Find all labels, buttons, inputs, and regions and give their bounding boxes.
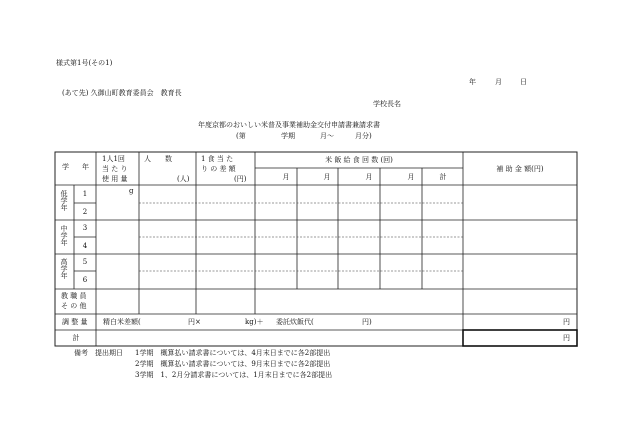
- addressee: (あて先) 久御山町教育委員会 教育長: [62, 89, 182, 97]
- header-month-1: 月: [282, 173, 290, 181]
- form-number: 様式第1号(その1): [56, 59, 113, 67]
- header-month-4: 月: [407, 173, 415, 181]
- header-diff-line2: り の 差 額: [201, 165, 236, 173]
- header-usage-line3: 使 用 量: [102, 175, 128, 183]
- row-total-label: 計: [72, 334, 80, 342]
- notes-line-3: 3学期 1、2月分請求書については、1月末日までに各2部提出: [135, 371, 333, 379]
- row-mid-grade-label: 中学年: [60, 225, 68, 246]
- header-subsidy: 補 助 金 額(円): [496, 165, 544, 173]
- date-day: 日: [520, 78, 527, 86]
- header-month-2: 月: [323, 173, 331, 181]
- grade-6: 6: [82, 276, 88, 284]
- notes-line-2: 2学期 概算払い請求書については、9月末日までに各2部提出: [135, 360, 331, 368]
- header-usage-line1: 1人1回: [102, 155, 125, 163]
- adjust-rice-kg: kg)＋: [245, 318, 264, 326]
- row-staff-line2: そ の 他: [61, 302, 87, 310]
- usage-gram-unit: g: [129, 187, 134, 195]
- grade-2: 2: [82, 208, 88, 216]
- grade-4: 4: [82, 242, 88, 250]
- notes-label: 備考: [74, 349, 88, 357]
- row-staff-line1: 教 職 員: [61, 292, 87, 300]
- adjust-rice-label: 精白米差額(: [103, 318, 141, 326]
- principal-name-label: 学校長名: [373, 100, 401, 108]
- header-diff-line1: 1 食 当 た: [201, 155, 234, 163]
- row-low-grade-label: 低学年: [60, 190, 68, 211]
- document-title: 年度京都のおいしい米普及事業補助金交付申請書兼請求書: [198, 121, 380, 129]
- row-high-grade-label: 高学年: [60, 258, 68, 279]
- period-open: (第: [236, 132, 246, 140]
- notes-deadline: 提出期日: [95, 349, 123, 357]
- grade-3: 3: [82, 224, 88, 232]
- grade-5: 5: [82, 258, 88, 266]
- adjust-consign-yen: 円): [362, 318, 372, 326]
- adjust-rice-yen: 円×: [188, 318, 201, 326]
- header-people: 人 数: [144, 155, 172, 163]
- date-year: 年: [469, 78, 476, 86]
- row-adjust-label: 調 整 量: [62, 318, 88, 326]
- header-grade: 学 年: [62, 163, 92, 171]
- period-term: 学期: [281, 132, 295, 140]
- period-month-end: 月分): [355, 132, 372, 140]
- header-meal-count: 米 飯 給 食 回 数 (回): [325, 156, 393, 164]
- total-subsidy-yen: 円: [563, 334, 570, 342]
- header-diff-unit: (円): [234, 175, 247, 183]
- period-month-range: 月〜: [320, 132, 334, 140]
- adjust-consign-label: 委託炊飯代(: [276, 318, 314, 326]
- header-month-3: 月: [365, 173, 373, 181]
- date-month: 月: [495, 78, 502, 86]
- adjust-subsidy-yen: 円: [563, 318, 570, 326]
- notes-line-1: 1学期 概算払い請求書については、4月末日までに各2部提出: [135, 349, 331, 357]
- header-people-unit: (人): [177, 175, 190, 183]
- header-usage-line2: 当 た り: [102, 165, 128, 173]
- grade-1: 1: [82, 190, 88, 198]
- header-meal-total: 計: [439, 173, 447, 181]
